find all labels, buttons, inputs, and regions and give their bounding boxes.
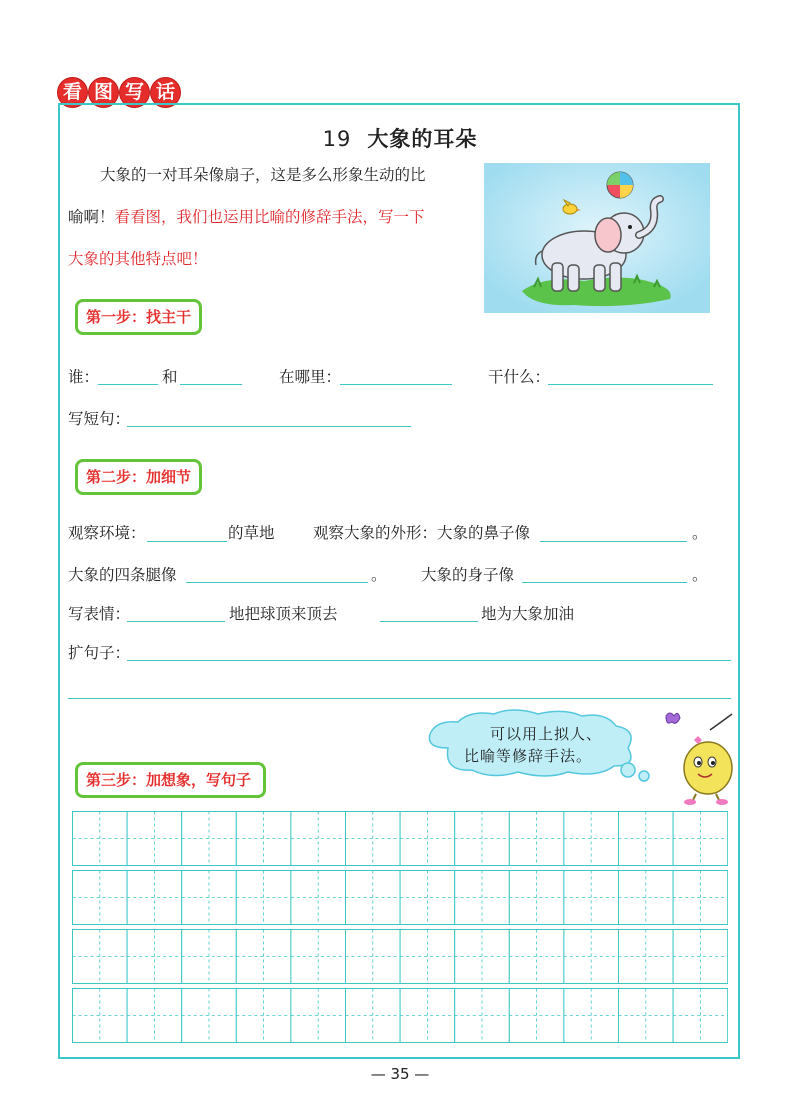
grid-cell[interactable]: [564, 871, 619, 925]
environment-blank[interactable]: [147, 541, 227, 542]
grid-cell[interactable]: [346, 989, 401, 1043]
intro-line-3: 大象的其他特点吧！: [68, 250, 208, 268]
grid-cell[interactable]: [509, 989, 564, 1043]
intro-line-2-black: 喻啊！: [68, 208, 115, 226]
grid-cell[interactable]: [291, 930, 346, 984]
grid-cell[interactable]: [455, 930, 510, 984]
elephant-illustration: [484, 163, 710, 313]
legs-blank[interactable]: [186, 582, 368, 583]
grid-cell[interactable]: [73, 871, 128, 925]
step2-badge: 第二步：加细节: [75, 459, 202, 495]
grid-cell[interactable]: [236, 812, 291, 866]
period-3: 。: [692, 566, 708, 584]
hint-text: [448, 723, 608, 767]
expand-sentence-label: 扩句子：: [68, 644, 131, 662]
grid-cell[interactable]: [673, 989, 728, 1043]
mascot-illustration: [650, 710, 736, 806]
grid-cell[interactable]: [73, 930, 128, 984]
legs-label: 大象的四条腿像: [68, 566, 177, 584]
grid-cell[interactable]: [236, 871, 291, 925]
expand-sentence-blank-2[interactable]: [68, 698, 731, 699]
expression-label: 写表情：: [68, 605, 131, 623]
intro-line-2: [68, 207, 470, 227]
grid-cell[interactable]: [291, 989, 346, 1043]
grid-cell[interactable]: [564, 812, 619, 866]
grid-cell[interactable]: [619, 930, 674, 984]
grid-cell[interactable]: [346, 812, 401, 866]
who-label: 谁：: [68, 368, 100, 386]
grid-cell[interactable]: [236, 989, 291, 1043]
who-blank-1[interactable]: [98, 384, 158, 385]
hint-line-2: 比喻等修辞手法。: [463, 747, 592, 765]
short-sentence-label: 写短句：: [68, 410, 131, 428]
grid-cell[interactable]: [182, 871, 237, 925]
grid-cell[interactable]: [400, 930, 455, 984]
grid-cell[interactable]: [400, 871, 455, 925]
grid-cell[interactable]: [455, 989, 510, 1043]
badge-char: 看: [58, 78, 87, 107]
grid-cell[interactable]: [673, 930, 728, 984]
grid-cell[interactable]: [346, 871, 401, 925]
lesson-title-text: 大象的耳朵: [367, 127, 478, 151]
appearance-label: 观察大象的外形：大象的鼻子像: [313, 524, 531, 542]
environment-label: 观察环境：: [68, 524, 146, 542]
grid-cell[interactable]: [400, 989, 455, 1043]
where-label: 在哪里：: [279, 368, 342, 386]
grid-cell[interactable]: [619, 871, 674, 925]
grass-label: 的草地: [228, 524, 275, 542]
grid-row[interactable]: [73, 812, 728, 866]
grid-cell[interactable]: [73, 812, 128, 866]
grid-cell[interactable]: [346, 930, 401, 984]
grid-cell[interactable]: [127, 989, 182, 1043]
where-blank[interactable]: [340, 384, 452, 385]
grid-cell[interactable]: [400, 812, 455, 866]
grid-row[interactable]: [73, 930, 728, 984]
intro-line-2-red: 看看图，我们也运用比喻的修辞手法，写一下: [114, 208, 425, 226]
grid-row[interactable]: [73, 871, 728, 925]
lesson-title: [0, 123, 800, 153]
writing-grid[interactable]: [72, 811, 728, 1051]
and-label: 和: [162, 368, 178, 386]
grid-cell[interactable]: [127, 812, 182, 866]
expression-blank-2[interactable]: [380, 621, 478, 622]
who-blank-2[interactable]: [180, 384, 242, 385]
grid-cell[interactable]: [619, 989, 674, 1043]
doing-blank[interactable]: [548, 384, 713, 385]
cheer-label: 地为大象加油: [481, 605, 575, 623]
period-2: 。: [371, 566, 387, 584]
grid-cell[interactable]: [291, 871, 346, 925]
period-1: 。: [692, 524, 708, 542]
trunk-blank[interactable]: [540, 541, 687, 542]
doing-label: 干什么：: [488, 368, 551, 386]
expression-blank-1[interactable]: [127, 621, 225, 622]
grid-cell[interactable]: [619, 812, 674, 866]
body-blank[interactable]: [522, 582, 687, 583]
grid-cell[interactable]: [73, 989, 128, 1043]
grid-cell[interactable]: [673, 812, 728, 866]
grid-row[interactable]: [73, 989, 728, 1043]
grid-cell[interactable]: [455, 871, 510, 925]
grid-cell[interactable]: [509, 812, 564, 866]
grid-cell[interactable]: [236, 930, 291, 984]
grid-cell[interactable]: [455, 812, 510, 866]
grid-cell[interactable]: [182, 989, 237, 1043]
step1-badge: 第一步：找主干: [75, 299, 202, 335]
kick-ball-label: 地把球顶来顶去: [229, 605, 338, 623]
grid-cell[interactable]: [564, 989, 619, 1043]
expand-sentence-blank-1[interactable]: [127, 660, 731, 661]
grid-cell[interactable]: [509, 871, 564, 925]
grid-cell[interactable]: [127, 871, 182, 925]
grid-cell[interactable]: [127, 930, 182, 984]
grid-cell[interactable]: [182, 812, 237, 866]
grid-cell[interactable]: [673, 871, 728, 925]
intro-line-1: 大象的一对耳朵像扇子，这是多么形象生动的比: [100, 166, 426, 184]
grid-cell[interactable]: [182, 930, 237, 984]
grid-cell[interactable]: [564, 930, 619, 984]
badge-char: 写: [120, 78, 149, 107]
lesson-number: 19: [322, 127, 352, 151]
badge-char: 图: [89, 78, 118, 107]
hint-line-1: 可以用上拟人、: [489, 725, 602, 743]
badge-char: 话: [151, 78, 180, 107]
short-sentence-blank[interactable]: [127, 426, 411, 427]
grid-cell[interactable]: [291, 812, 346, 866]
grid-cell[interactable]: [509, 930, 564, 984]
step3-badge: 第三步：加想象，写句子: [75, 762, 266, 798]
body-label: 大象的身子像: [421, 566, 515, 584]
page-number: — 35 —: [370, 1065, 430, 1083]
